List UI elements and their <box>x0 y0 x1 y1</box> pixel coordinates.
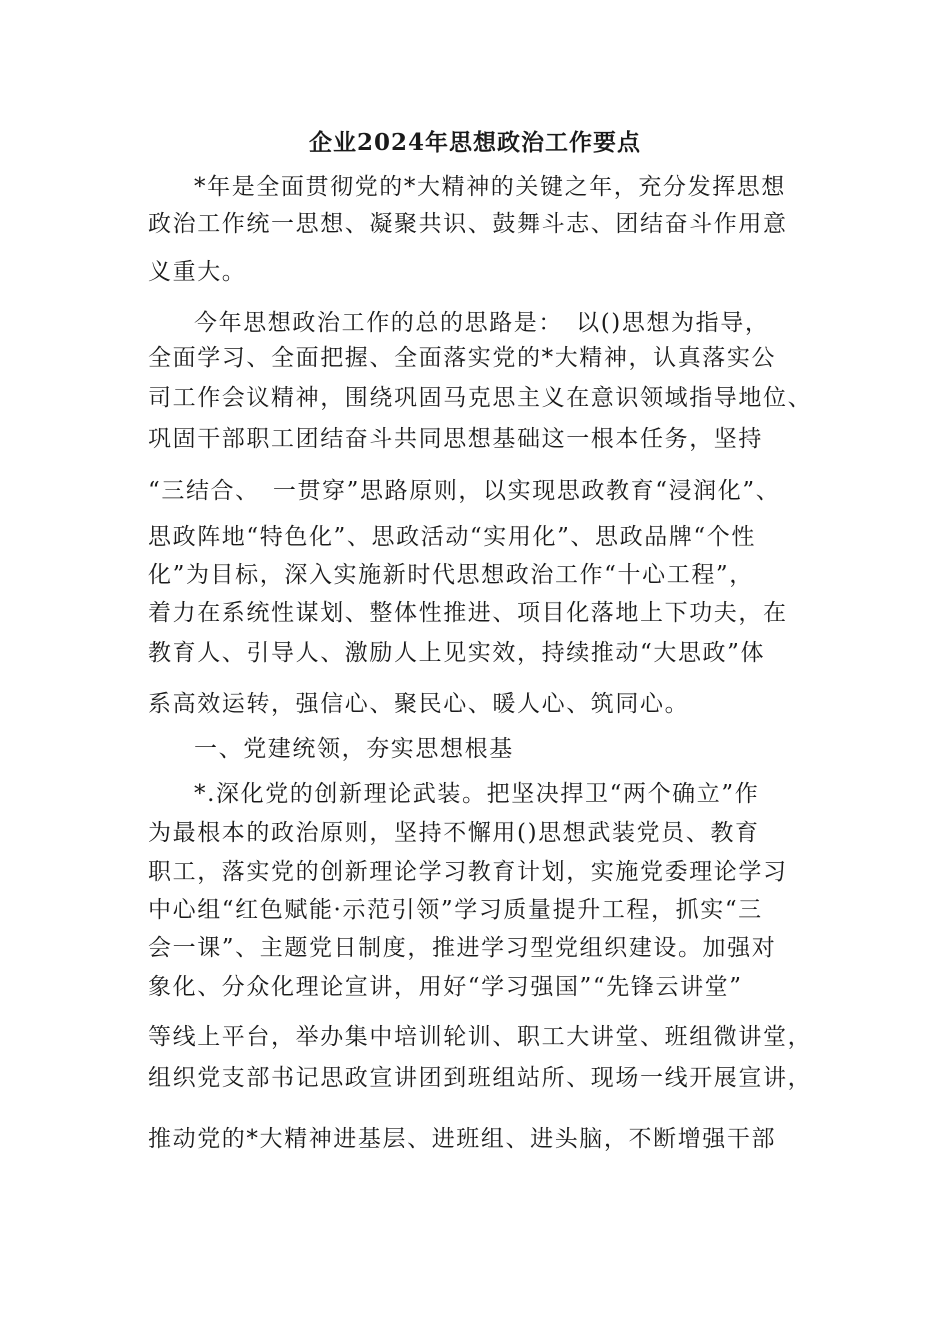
paragraph-line: *.深化党的创新理论武装。把坚决捍卫“两个确立”作 <box>194 781 760 807</box>
paragraph-line: 义重大。 <box>148 259 247 285</box>
paragraph-line: 等线上平台，举办集中培训轮训、职工大讲堂、班组微讲堂， <box>148 1024 813 1050</box>
document-title: 企业2024年思想政治工作要点 <box>308 129 641 156</box>
paragraph-line: 政治工作统一思想、凝聚共识、鼓舞斗志、团结奋斗作用意 <box>148 211 788 237</box>
paragraph-line: 象化、分众化理论宣讲，用好“学习强国”“先锋云讲堂” <box>148 974 743 1000</box>
paragraph-line: 思政阵地“特色化”、思政活动“实用化”、思政品牌“个性 <box>148 524 756 550</box>
paragraph-line: *年是全面贯彻党的*大精神的关键之年，充分发挥思想 <box>194 174 786 200</box>
paragraph-line: 今年思想政治工作的总的思路是： 以()思想为指导， <box>194 310 770 336</box>
paragraph-line: “三结合、 一贯穿”思路原则，以实现思政教育“浸润化”、 <box>148 478 781 504</box>
paragraph-line: 着力在系统性谋划、整体性推进、项目化落地上下功夫，在 <box>148 600 788 626</box>
paragraph-line: 巩固干部职工团结奋斗共同思想基础这一根本任务，坚持 <box>148 426 763 452</box>
paragraph-line: 为最根本的政治原则，坚持不懈用()思想武装党员、教育 <box>148 820 760 846</box>
paragraph-line: 化”为目标，深入实施新时代思想政治工作“十心工程”， <box>148 562 754 588</box>
paragraph-line: 会一课”、主题党日制度，推进学习型党组织建设。加强对 <box>148 935 777 961</box>
paragraph-line: 职工，落实党的创新理论学习教育计划，实施党委理论学习 <box>148 859 788 885</box>
paragraph-line: 推动党的*大精神进基层、进班组、进头脑，不断增强干部 <box>148 1126 777 1152</box>
paragraph-line: 司工作会议精神，围绕巩固马克思主义在意识领域指导地位、 <box>148 385 813 411</box>
paragraph-line: 教育人、引导人、激励人上见实效，持续推动“大思政”体 <box>148 640 766 666</box>
paragraph-line: 全面学习、全面把握、全面落实党的*大精神，认真落实公 <box>148 345 777 371</box>
section-heading: 一、党建统领，夯实思想根基 <box>194 736 514 762</box>
paragraph-line: 系高效运转，强信心、聚民心、暖人心、筑同心。 <box>148 691 690 717</box>
paragraph-line: 组织党支部书记思政宣讲团到班组站所、现场一线开展宣讲， <box>148 1065 813 1091</box>
paragraph-line: 中心组“红色赋能·示范引领”学习质量提升工程，抓实“三 <box>148 897 763 923</box>
